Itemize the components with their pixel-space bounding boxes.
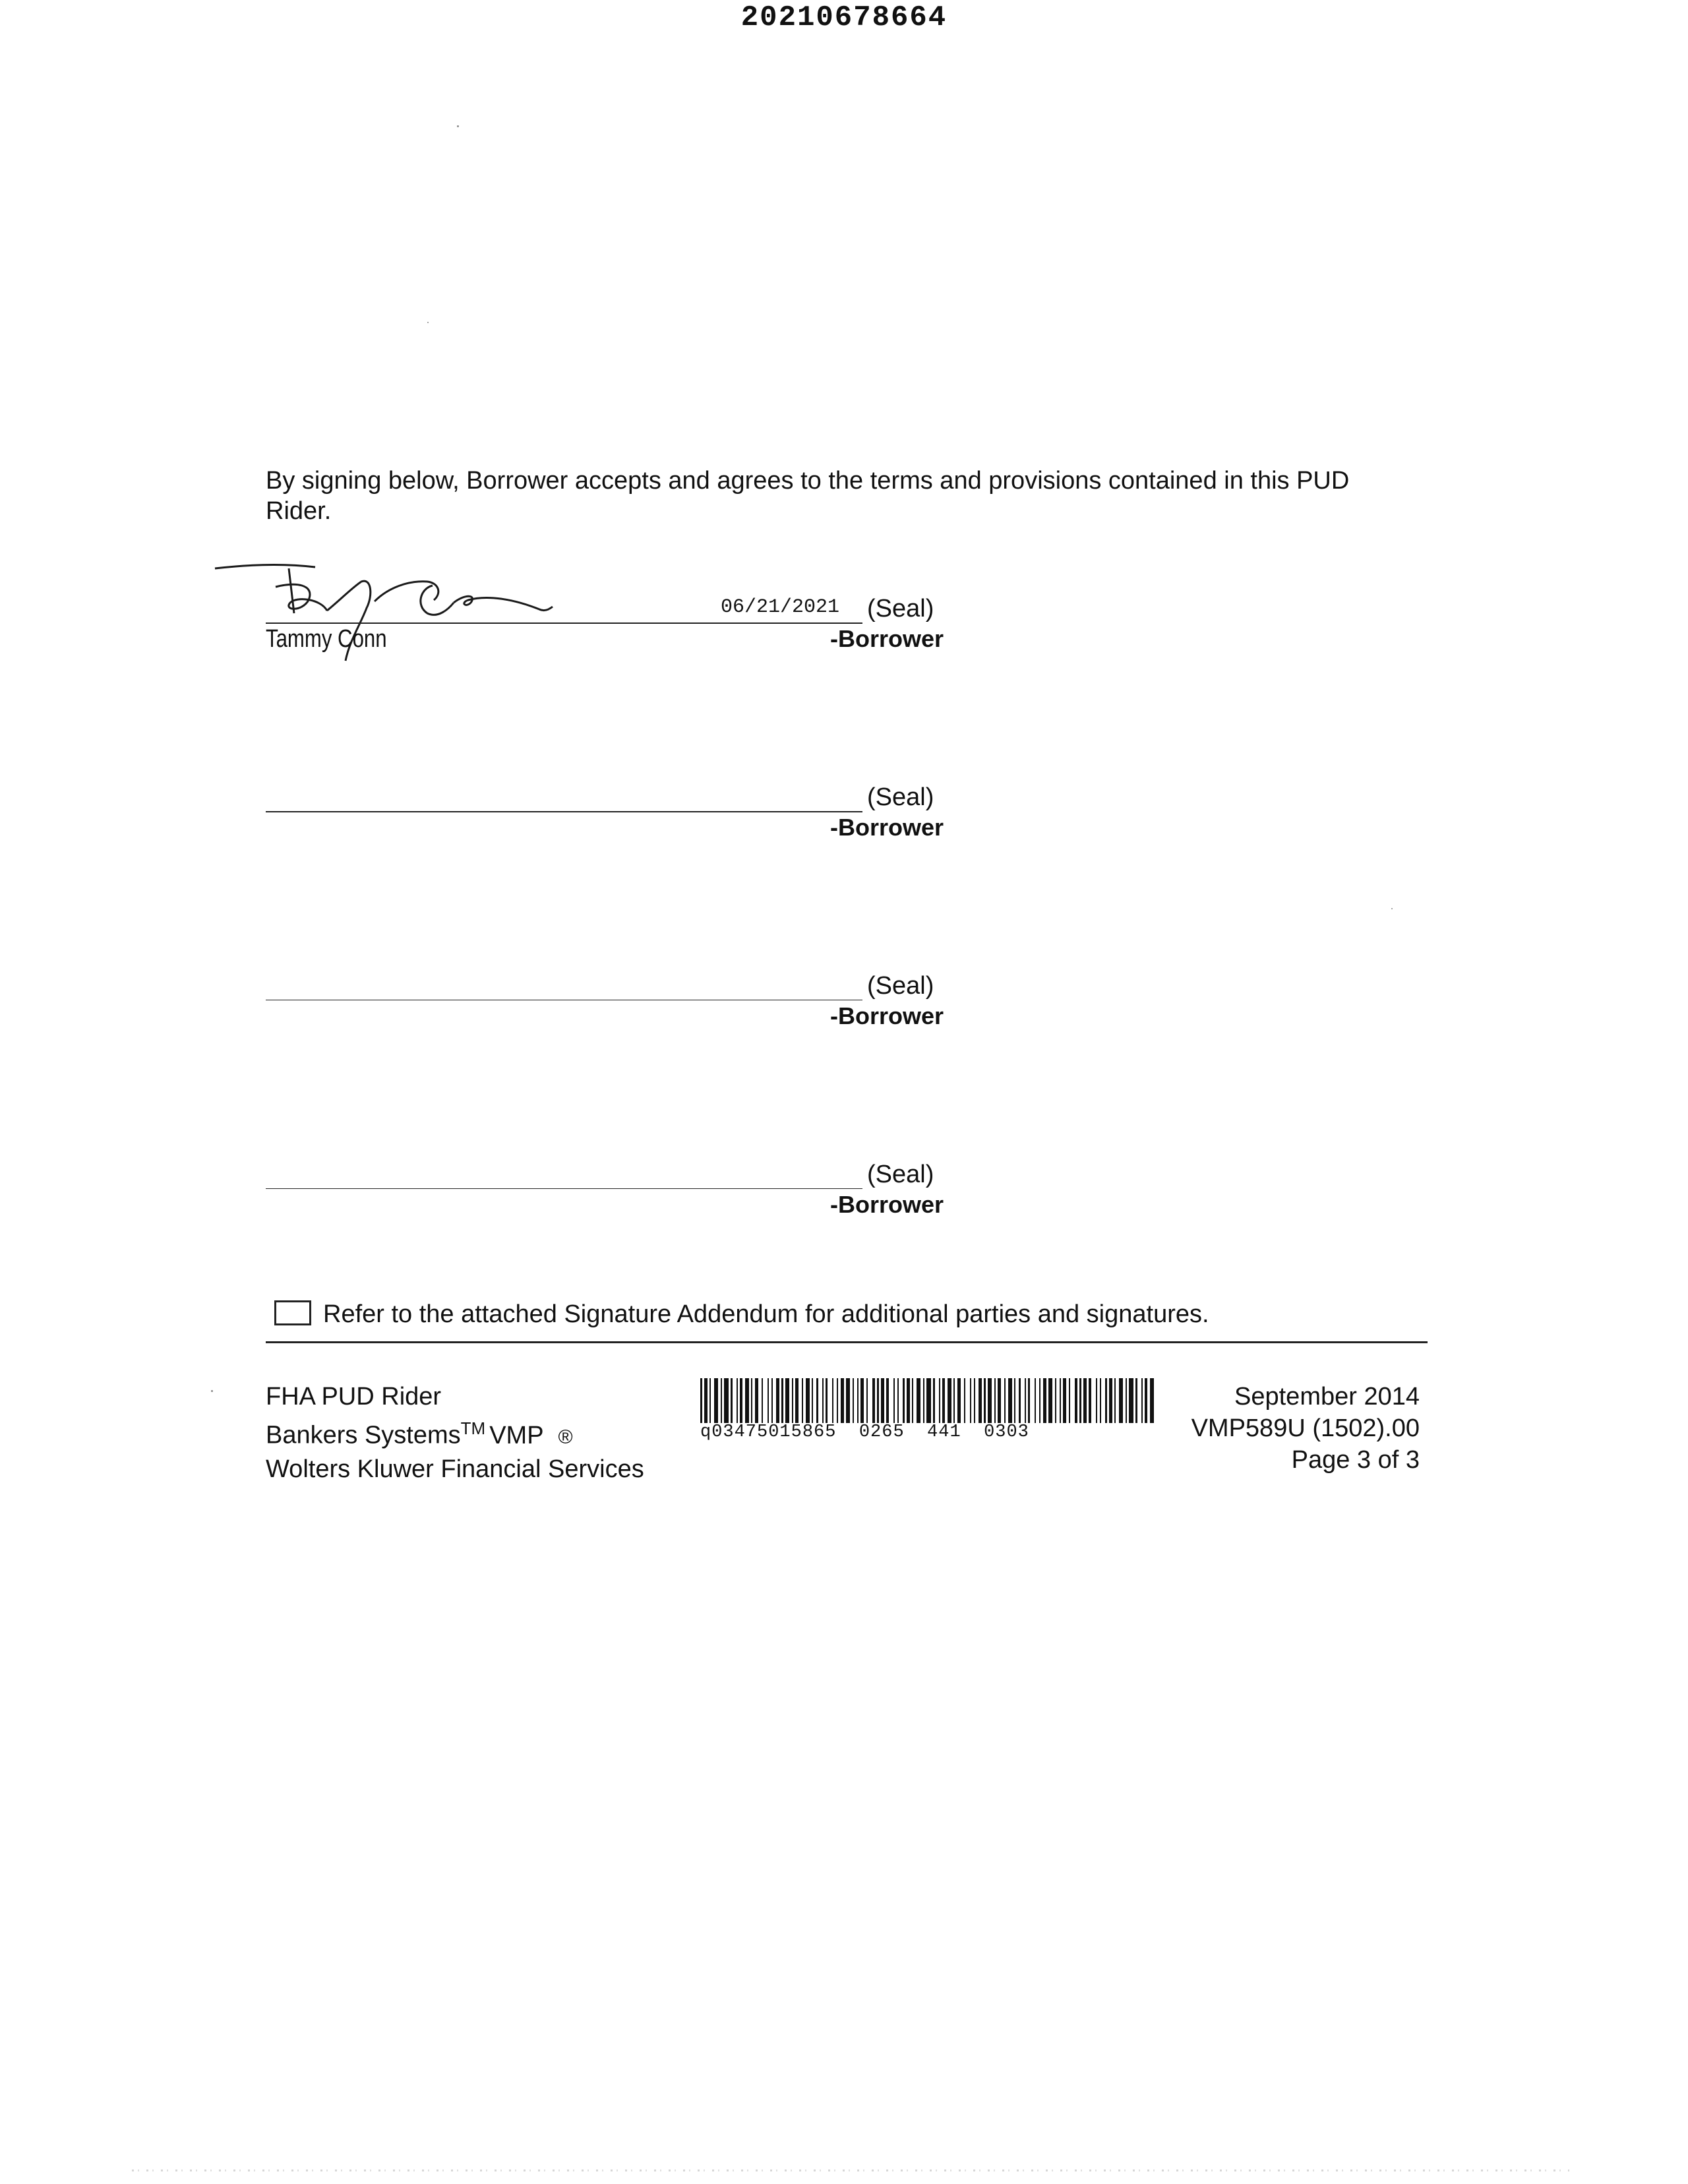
borrower-role-label: -Borrower (829, 1002, 944, 1029)
form-code: VMP589U (1502).00 (1191, 1414, 1420, 1442)
barcode-bar (857, 1378, 859, 1423)
barcode-bar (1075, 1378, 1077, 1423)
barcode-bar (886, 1378, 889, 1423)
footer-left (266, 1381, 688, 1485)
borrower-printed-name: Tammy Conn (266, 625, 387, 653)
barcode-bar (984, 1378, 986, 1423)
barcode-bar (745, 1378, 749, 1423)
document-number: 20210678664 (740, 1, 948, 34)
scan-speck (211, 1390, 213, 1392)
barcode-bar (917, 1378, 920, 1423)
barcode-bar (714, 1378, 718, 1423)
barcode-bar (737, 1378, 738, 1423)
barcode-bar (1089, 1378, 1091, 1423)
barcode-bar (795, 1378, 799, 1423)
seal-label: (Seal) (867, 783, 934, 811)
barcode-bar (1069, 1378, 1070, 1423)
barcode-bar (1028, 1378, 1030, 1423)
barcode-bar (740, 1378, 742, 1423)
seal-label: (Seal) (867, 595, 934, 622)
barcode-bar (724, 1378, 729, 1423)
barcode-bar (700, 1378, 702, 1423)
signature-line (266, 811, 862, 812)
signature-block-3 (266, 944, 945, 1037)
scan-speck (427, 322, 429, 323)
barcode-bar (762, 1378, 763, 1423)
barcode-number: q03475015865 0265 441 0303 (700, 1422, 1029, 1442)
barcode-bar (1035, 1378, 1036, 1423)
barcode-bar (731, 1378, 733, 1423)
barcode-bar (822, 1378, 824, 1423)
barcode-bar (877, 1378, 879, 1423)
signature-addendum-checkbox[interactable] (274, 1300, 311, 1325)
barcode-bar (1083, 1378, 1087, 1423)
signature-addendum-text: Refer to the attached Signature Addendum for additional parties and signatures. (323, 1300, 1209, 1328)
scan-speck (1391, 908, 1393, 909)
barcode-bar (979, 1378, 982, 1423)
barcode-bar (897, 1378, 899, 1423)
seal-label: (Seal) (867, 972, 934, 1000)
barcode-bar (866, 1378, 868, 1423)
barcode-bar (907, 1378, 910, 1423)
barcode-bar (872, 1378, 875, 1423)
barcode-bar (964, 1378, 965, 1423)
barcode (700, 1378, 1155, 1423)
barcode-bar (816, 1378, 818, 1423)
signature-block-4 (266, 1133, 945, 1225)
barcode-bar (1004, 1378, 1006, 1423)
barcode-bar (1055, 1378, 1056, 1423)
footer-divider (266, 1341, 1428, 1343)
barcode-bar (923, 1378, 924, 1423)
barcode-bar (988, 1378, 992, 1423)
footer-right (1121, 1381, 1420, 1476)
barcode-bar (1060, 1378, 1061, 1423)
barcode-bar (709, 1378, 711, 1423)
publisher-name: Bankers Systems (266, 1421, 461, 1449)
barcode-bar (771, 1378, 773, 1423)
barcode-bar (846, 1378, 850, 1423)
barcode-bar (785, 1378, 789, 1423)
borrower-role-label: -Borrower (829, 625, 944, 652)
barcode-bar (948, 1378, 951, 1423)
barcode-bar (939, 1378, 940, 1423)
barcode-bar (1014, 1378, 1015, 1423)
barcode-bar (1039, 1378, 1040, 1423)
signature-block-2 (266, 756, 945, 848)
publisher-line (266, 1412, 688, 1453)
barcode-bar (1100, 1378, 1101, 1423)
barcode-bar (1008, 1378, 1012, 1423)
barcode-bar (806, 1378, 810, 1423)
page-number: Page 3 of 3 (1291, 1446, 1420, 1474)
barcode-bar (933, 1378, 935, 1423)
barcode-bar (1025, 1378, 1026, 1423)
barcode-bar (832, 1378, 833, 1423)
barcode-bar (1019, 1378, 1021, 1423)
signature-date: 06/21/2021 (721, 596, 840, 619)
barcode-bar (781, 1378, 783, 1423)
form-date: September 2014 (1234, 1383, 1420, 1410)
barcode-bar (881, 1378, 884, 1423)
barcode-bar (957, 1378, 961, 1423)
barcode-bar (998, 1378, 1001, 1423)
barcode-bar (1063, 1378, 1066, 1423)
barcode-bar (903, 1378, 905, 1423)
borrower-role-label: -Borrower (829, 1191, 944, 1218)
barcode-bar (841, 1378, 844, 1423)
barcode-bar (826, 1378, 828, 1423)
barcode-bar (912, 1378, 913, 1423)
signature-line (266, 622, 862, 624)
registered-mark: ® (558, 1426, 573, 1448)
barcode-bar (837, 1378, 838, 1423)
barcode-bar (812, 1378, 813, 1423)
barcode-bar (994, 1378, 996, 1423)
company-name: Wolters Kluwer Financial Services (266, 1455, 644, 1483)
barcode-bar (1048, 1378, 1052, 1423)
barcode-bar (1096, 1378, 1097, 1423)
barcode-bar (1114, 1378, 1116, 1423)
barcode-bar (970, 1378, 971, 1423)
barcode-bar (953, 1378, 955, 1423)
barcode-bar (853, 1378, 854, 1423)
form-title: FHA PUD Rider (266, 1383, 442, 1410)
barcode-bar (1079, 1378, 1081, 1423)
barcode-bar (1043, 1378, 1046, 1423)
borrower-role-label: -Borrower (829, 814, 944, 841)
barcode-bar (1109, 1378, 1112, 1423)
signing-statement: By signing below, Borrower accepts and agrees to the terms and provisions contained in this PUD Rider. (266, 467, 1350, 525)
barcode-bar (792, 1378, 793, 1423)
barcode-bar (926, 1378, 931, 1423)
barcode-bar (721, 1378, 722, 1423)
signature-block-1 (266, 567, 945, 659)
barcode-bar (802, 1378, 803, 1423)
barcode-bar (1105, 1378, 1107, 1423)
signature-line (266, 1188, 862, 1189)
barcode-bar (974, 1378, 975, 1423)
barcode-bar (942, 1378, 945, 1423)
publisher-product: VMP (489, 1421, 543, 1449)
barcode-bar (893, 1378, 895, 1423)
barcode-bar (860, 1378, 864, 1423)
trademark-mark: TM (460, 1418, 486, 1438)
barcode-bar (751, 1378, 752, 1423)
barcode-bar (704, 1378, 708, 1423)
barcode-bar (768, 1378, 769, 1423)
barcode-bar (776, 1378, 779, 1423)
scan-artifact-line (132, 2169, 1569, 2171)
barcode-bar (755, 1378, 758, 1423)
seal-label: (Seal) (867, 1161, 934, 1188)
scan-speck (457, 125, 459, 127)
